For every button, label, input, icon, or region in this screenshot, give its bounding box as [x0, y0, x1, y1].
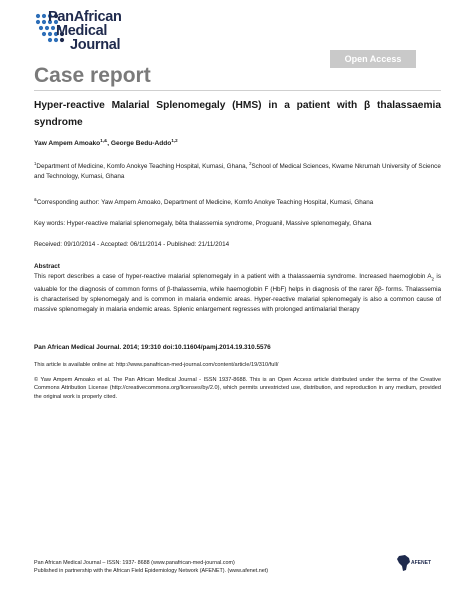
affiliation-marker: 2	[249, 161, 252, 166]
author-separator: ,	[107, 140, 111, 148]
footer-line-partnership: Published in partnership with the African Field Epidemiology Network (AFENET). (www.afenet.net)	[34, 568, 268, 574]
open-access-badge: Open Access	[330, 50, 416, 68]
corresponding-text: Corresponding author: Yaw Ampem Amoako, Department of Medicine, Komfo Anokye Teaching Hospital, Kumasi, Ghana	[36, 199, 374, 207]
author-name: Yaw Ampem Amoako	[34, 140, 101, 148]
corresponding-author	[34, 195, 441, 208]
author-list	[34, 138, 178, 147]
keywords: Key words: Hyper-reactive malarial splenomegaly, bêta thalassemia syndrome, Proguanil, Massive splenomegaly, Ghana	[34, 220, 372, 227]
logo-line-3: Journal	[70, 37, 121, 53]
logo-line-2: Medical	[56, 23, 108, 39]
affiliation-text: School of Medical Sciences, Kwame Nkrumah University of Science and Technology, Kumasi, Ghana	[34, 163, 441, 181]
abstract-text: is valuable for the diagnosis of common forms of β-thalassemia, while haemoglobin F (HbF) helps in diagnosis of the rarer δβ- forms. Thalassemia is characterised by splenomegaly and is common in malaria endemic areas. Hyper-reactive malarial splenomegaly is also a common cause of massive splenomegaly in malaria endemic areas. Splenic enlargement regresses with prolonged antimalarial therapy	[34, 273, 441, 314]
publication-dates: Received: 09/10/2014 - Accepted: 06/11/2014 - Published: 21/11/2014	[34, 241, 230, 248]
logo-line-1: PanAfrican	[48, 9, 122, 25]
afenet-logo	[396, 554, 442, 572]
case-report-label: Case report	[34, 64, 151, 87]
abstract-text: This report describes a case of hyper-reactive malarial splenomegaly in a patient with a thalassaemia syndrome. Increased haemoglobin A	[34, 273, 432, 280]
header-divider	[34, 90, 441, 91]
journal-logo	[34, 8, 144, 58]
page-footer	[34, 559, 268, 575]
abstract-subscript: 2	[431, 276, 435, 282]
citation: Pan African Medical Journal. 2014; 19:310 doi:10.11604/pamj.2014.19.310.5576	[34, 344, 271, 351]
available-online-link[interactable]: This article is available online at: http://www.panafrican-med-journal.com/content/article/19/310/full/	[34, 362, 279, 368]
affiliation-marker: 1	[34, 161, 37, 166]
affiliation-text: Department of Medicine, Komfo Anokye Teaching Hospital, Kumasi, Ghana,	[36, 163, 250, 171]
afenet-wordmark: AFENET	[411, 560, 431, 566]
author-name: George Bedu-Addo	[110, 140, 172, 148]
corresponding-marker: &	[34, 197, 37, 202]
affiliations	[34, 159, 441, 182]
author-affiliation-marker: 1,2	[171, 138, 178, 143]
copyright-notice: © Yaw Ampem Amoako et al. The Pan African Medical Journal - ISSN 1937-8688. This is an Open Access article distributed under the terms of the Creative Commons Attribution License (http://creativecommons.org/licenses/by/2.0), which permits unrestricted use, distribution, and reproduction in any medium, provided the original work is properly cited.	[34, 377, 441, 400]
article-title: Hyper-reactive Malarial Splenomegaly (HMS) in a patient with β thalassaemia syndrome	[34, 100, 441, 128]
abstract-heading: Abstract	[34, 263, 60, 270]
abstract-body	[34, 272, 441, 315]
africa-map-icon	[396, 554, 412, 572]
footer-line-issn: Pan African Medical Journal – ISSN: 1937- 8688 (www.panafrican-med-journal.com)	[34, 560, 235, 566]
logo-wordmark	[48, 10, 144, 52]
author-affiliation-marker: 1,&	[100, 138, 108, 143]
